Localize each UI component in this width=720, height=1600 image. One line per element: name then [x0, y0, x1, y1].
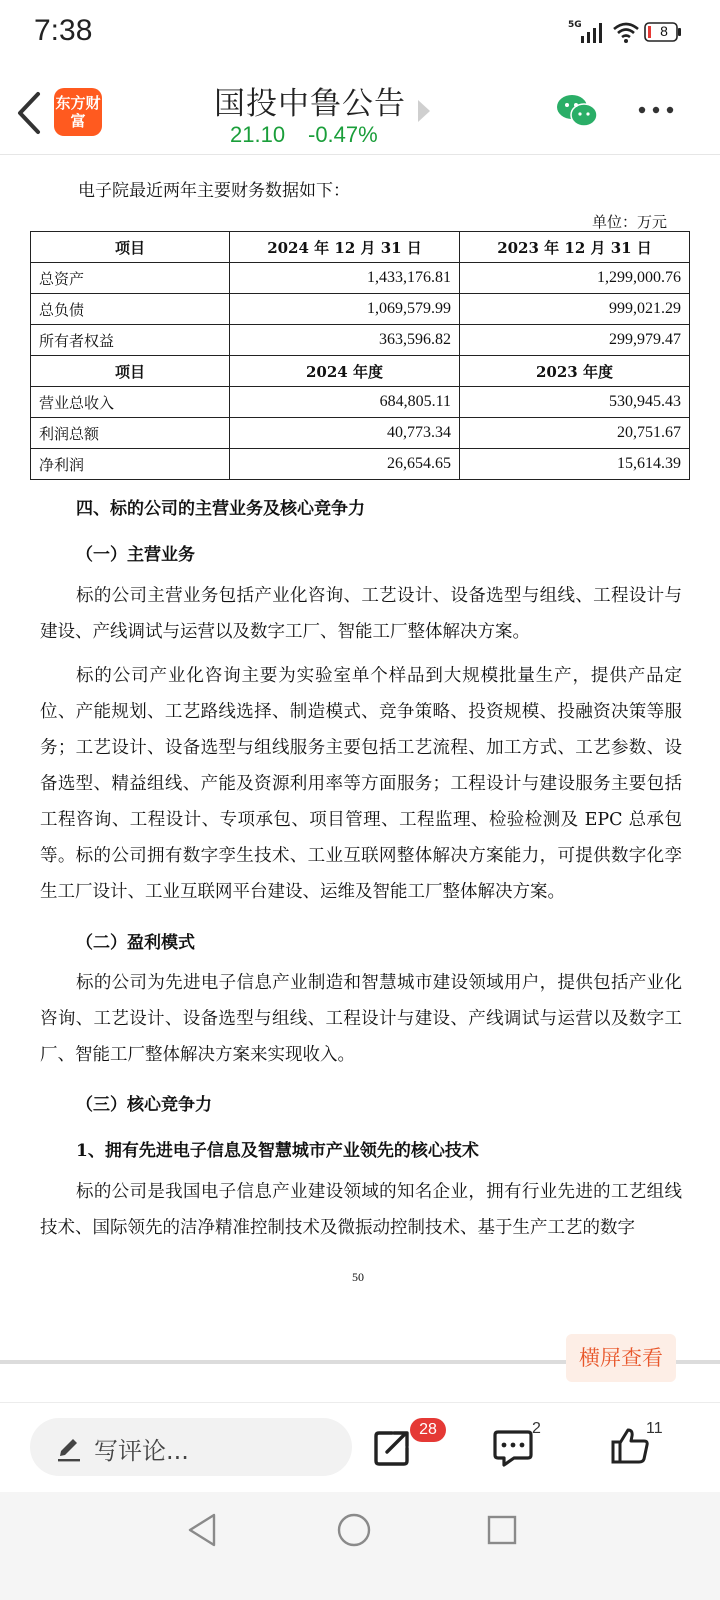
nav-home-icon[interactable] [336, 1512, 372, 1548]
paragraph-core-tech: 标的公司是我国电子信息产业建设领域的知名企业，拥有行业先进的工艺组线技术、国际领先的洁净精准控制技术及微振动控制技术、基于生产工艺的数字 [40, 1182, 682, 1238]
expand-triangle-icon[interactable] [418, 100, 430, 122]
table-cell: 总负债 [31, 294, 230, 325]
share-count-badge: 28 [410, 1418, 446, 1442]
battery-level: 8 [660, 23, 668, 39]
table-cell: 项目 [31, 232, 230, 263]
share-icon[interactable] [372, 1428, 412, 1468]
page-number: 50 [352, 1270, 364, 1284]
table-row [31, 449, 690, 480]
eastmoney-logo[interactable]: 东方财富 [54, 88, 102, 136]
paragraph-main-business: 标的公司主营业务包括产业化咨询、工艺设计、设备选型与组线、工程设计与建设、产线调试与运营以及数字工厂、智能工厂整体解决方案。 [40, 586, 682, 642]
table-cell: 684,805.11 [230, 387, 460, 418]
status-time: 7:38 [34, 14, 93, 47]
subsection-core-competitiveness: （三）核心竞争力 [76, 1095, 212, 1115]
stock-price: 21.10 [230, 122, 286, 147]
item-1-heading: 1、拥有先进电子信息及智慧城市产业领先的核心技术 [76, 1141, 479, 1161]
subsection-profit-model: （二）盈利模式 [76, 933, 195, 953]
back-arrow-icon[interactable] [14, 90, 44, 136]
table-cell: 999,021.29 [460, 294, 690, 325]
network-type: 5G [568, 20, 582, 30]
comments-icon[interactable] [492, 1428, 534, 1468]
table-cell: 20,751.67 [460, 418, 690, 449]
section-4-heading: 四、标的公司的主营业务及核心竞争力 [76, 499, 365, 519]
table-cell: 299,979.47 [460, 325, 690, 356]
thumbs-up-icon[interactable] [610, 1426, 650, 1466]
signal-icon [580, 22, 606, 44]
table-cell: 项目 [31, 356, 230, 387]
table-cell: 530,945.43 [460, 387, 690, 418]
paragraph-profit-model: 标的公司为先进电子信息产业制造和智慧城市建设领域用户，提供包括产业化咨询、工艺设计、设备选型与组线、工程设计与建设、产线调试与运营以及数字工厂、智能工厂整体解决方案来实现收入。 [40, 973, 682, 1065]
battery-icon [644, 22, 682, 42]
like-count: 11 [646, 1420, 663, 1437]
table-cell: 2024 年度 [230, 356, 460, 387]
table-cell: 15,614.39 [460, 449, 690, 480]
wechat-share-icon[interactable] [556, 94, 598, 128]
pen-icon [56, 1432, 82, 1462]
table-cell: 营业总收入 [31, 387, 230, 418]
table-cell: 40,773.34 [230, 418, 460, 449]
table-cell: 1,069,579.99 [230, 294, 460, 325]
table-row [31, 325, 690, 356]
table-cell: 净利润 [31, 449, 230, 480]
page-divider [676, 1360, 720, 1364]
wifi-icon [612, 20, 640, 44]
subsection-main-business: （一）主营业务 [76, 545, 195, 565]
table-cell: 363,596.82 [230, 325, 460, 356]
page-title: 国投中鲁公告 [214, 86, 406, 122]
nav-back-icon[interactable] [186, 1512, 218, 1548]
table-cell: 1,299,000.76 [460, 263, 690, 294]
paragraph-consulting: 标的公司产业化咨询主要为实验室单个样品到大规模批量生产，提供产品定位、产能规划、工艺路线选择、制造模式、竞争策略、投资规模、投融资决策等服务；工艺设计、设备选型与组线服务主要包括工艺流程、加工方式、工艺参数、设备选型、精益组线、产能及资源利用率等方面服务；工程设计与建设服务主要包括工程咨询、工程设计、专项承包、项目管理、工程监理、检验检测及 EPC 总承包等。标的公司拥有数字孪生技术、工业互联网整体解决方案能力，可提供数字化孪生工厂设计、工业互联网平台建设、运维及智能工厂整体解决方案。 [40, 666, 682, 902]
table-cell: 2024 年 12 月 31 日 [230, 232, 460, 263]
doc-intro: 电子院最近两年主要财务数据如下： [78, 181, 350, 201]
table-row [31, 387, 690, 418]
page-divider [0, 1360, 566, 1364]
nav-recent-apps-icon[interactable] [486, 1514, 518, 1546]
header-divider [0, 154, 720, 155]
table-cell: 2023 年 12 月 31 日 [460, 232, 690, 263]
table-header-row [31, 356, 690, 387]
table-row [31, 263, 690, 294]
comment-placeholder[interactable]: 写评论... [94, 1437, 189, 1465]
table-cell: 1,433,176.81 [230, 263, 460, 294]
financial-table [30, 231, 690, 480]
landscape-view-button[interactable]: 横屏查看 [566, 1334, 676, 1382]
table-cell: 总资产 [31, 263, 230, 294]
table-unit: 单位：万元 [592, 213, 668, 231]
table-cell: 26,654.65 [230, 449, 460, 480]
table-cell: 2023 年度 [460, 356, 690, 387]
table-cell: 所有者权益 [31, 325, 230, 356]
table-cell: 利润总额 [31, 418, 230, 449]
more-options-icon[interactable] [636, 104, 676, 116]
table-header-row [31, 232, 690, 263]
comment-count: 2 [532, 1420, 541, 1437]
stock-change: -0.47% [308, 122, 378, 147]
table-row [31, 418, 690, 449]
table-row [31, 294, 690, 325]
